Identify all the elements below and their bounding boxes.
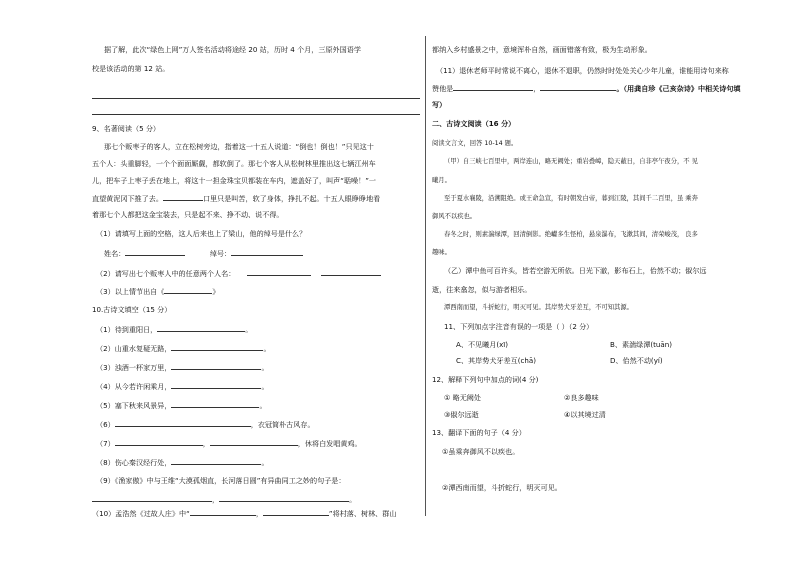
- q10-blank[interactable]: [115, 419, 251, 427]
- q10-item-9: （9）《渔家傲》中与王维“大漠孤烟直，长河落日圆”有异曲同工之妙的句子是：: [96, 476, 346, 485]
- q9-passage-text: 直望黄泥冈下推了去。: [92, 194, 163, 203]
- q10-blank[interactable]: [540, 83, 616, 91]
- passage-b-line: 潭西南而望，斗折蛇行，明灭可见。其岸势犬牙差互，不可知其源。: [444, 304, 633, 311]
- q10-item-4: （4）从今若许闲乘月，: [96, 382, 172, 391]
- q9-blank[interactable]: [163, 193, 203, 201]
- q10-item-6: （6）: [96, 420, 115, 429]
- q13-item-1: ①虽乘奔御风不以疾也。: [442, 447, 520, 456]
- q10-blank[interactable]: [171, 362, 261, 370]
- q10-item-7-end: ，休将白发唱黄鸡。: [297, 439, 362, 448]
- passage-b-line: 逝，往来翕忽，似与游者相乐。: [432, 285, 532, 294]
- q9-passage-text: 口里只是叫苦，软了身体，挣扎不起。十五人眼睁睁地看: [202, 194, 381, 203]
- q10-item-10: （10）孟浩然《过故人庄》中“: [92, 509, 190, 518]
- q11-option-d[interactable]: D、佁然不动(yí): [610, 356, 663, 365]
- q11-option-a[interactable]: A、不见曦月(xī): [456, 340, 509, 349]
- q9-title: 9、名著阅读（5 分）: [92, 124, 161, 133]
- passage-a-line: 御风不以疾也。: [432, 213, 477, 220]
- q10-title: 10.古诗文填空（15 分）: [92, 305, 172, 314]
- q10-item-11-instruction-end: 写）: [432, 100, 447, 109]
- q10-item-7: （7）: [96, 439, 115, 448]
- q10-item-11: （11）退休老师平时常说不离心，退休不退职，仍然时时处处关心少年儿童，谁能用诗句来称: [436, 66, 729, 75]
- q10-continuation: 都纳入乡村盛景之中，意境浑朴自然，画面错落有致，极为生动形象。: [432, 45, 652, 54]
- q10-item-1: （1）待到重阳日，: [96, 325, 158, 334]
- passage-a-line: 趣味。: [432, 249, 451, 256]
- section-2-title: 二、古诗文阅读（16 分）: [432, 119, 516, 128]
- passage-a-line: （甲）自三峡七百里中，两岸连山，略无阙处；重岩叠嶂，隐天蔽日，自非亭午夜分，不 见: [444, 158, 698, 165]
- name-blank-1[interactable]: [247, 268, 311, 276]
- intro-line-2: 校是该活动的第 12 站。: [92, 64, 170, 73]
- name-label: 姓名：: [104, 249, 126, 258]
- q10-item-6-end: ，衣冠简朴古风存。: [250, 420, 315, 429]
- answer-line[interactable]: [92, 98, 420, 99]
- q9-passage-line: 着那七个人都把这金宝装去，只是起不来、挣不动、说不得。: [92, 210, 284, 219]
- q12-item-3: ③俶尔远逝: [444, 410, 479, 419]
- q10-item-5: （5）塞下秋来风景异，: [96, 401, 172, 410]
- q10-comma: ，: [255, 509, 263, 518]
- q9-sub-3: （3）以上情节出自《: [96, 287, 165, 296]
- q10-blank[interactable]: [115, 438, 203, 446]
- name-blank-2[interactable]: [321, 268, 381, 276]
- column-divider: [425, 36, 426, 516]
- passage-b-line: （乙）潭中鱼可百许头，皆若空游无所依。日光下澈，影布石上，佁然不动；俶尔远: [444, 266, 707, 275]
- q10-item-3: （3）浊酒一杯家万里，: [96, 363, 172, 372]
- nickname-label: 绰号：: [209, 249, 232, 258]
- q10-blank[interactable]: [92, 494, 212, 502]
- q10-blank[interactable]: [171, 457, 261, 465]
- q10-blank[interactable]: [171, 400, 259, 408]
- passage-a-line: 春冬之时，则素湍绿潭，回清倒影。绝巘多生怪柏，悬泉瀑布，飞漱其间，清荣峻茂， 良多: [444, 231, 698, 238]
- q12-item-1: ① 略无阙处: [444, 393, 481, 402]
- q11-option-b[interactable]: B、素湍绿潭(tuān): [610, 340, 672, 349]
- q10-item-11-instruction: 。（用龚自珍《己亥杂诗》中相关诗句填: [616, 84, 741, 93]
- q10-blank[interactable]: [219, 494, 349, 502]
- q11-option-c[interactable]: C、其岸势犬牙差互(chā): [456, 356, 536, 365]
- q10-blank[interactable]: [210, 438, 298, 446]
- reading-intro: 阅读文言文，回答 10-14 题。: [432, 140, 518, 147]
- q10-comma: ，: [533, 84, 541, 93]
- q12-item-4: ④以其境过清: [564, 410, 606, 419]
- q13-title: 13、翻译下面的句子（4 分）: [432, 428, 526, 437]
- q10-blank[interactable]: [453, 83, 533, 91]
- q11-title: 11、下列加点字注音有误的一项是（ ）（2 分）: [444, 322, 594, 331]
- q13-item-2: ②潭西南而望，斗折蛇行，明灭可见。: [442, 483, 562, 492]
- q10-blank[interactable]: [190, 508, 256, 516]
- intro-line-1: 据了解，此次“绿色上网”万人签名活动将途经 20 站，历时 4 个月，三原外国语学: [104, 45, 361, 54]
- q10-blank[interactable]: [263, 508, 329, 516]
- passage-a-line: 曦月。: [432, 177, 451, 184]
- q9-passage-line: 五个人：头重脚轻，一个个面面厮觑，都软倒了。那七个客人从松树林里推出这七辆江州车: [92, 159, 376, 168]
- q9-sub-3-end: 》: [212, 287, 220, 296]
- q10-blank[interactable]: [171, 343, 263, 351]
- q10-item-2: （2）山重水复疑无路，: [96, 344, 172, 353]
- q12-item-2: ②良多趣味: [564, 393, 599, 402]
- q9-sub-2: （2）请写出七个贩枣人中的任意两个人名：: [96, 269, 236, 278]
- q10-item-10-end: ”将村落、树林、群山: [328, 509, 397, 518]
- passage-a-line: 至于夏水襄陵，沿溯阻绝。或王命急宣，有时朝发白帝，暮到江陵，其间千二百里，虽 乘奔: [444, 195, 698, 202]
- q9-sub-1: （1）请填写上面的空格，这人后来也上了梁山，他的绰号是什么？: [96, 229, 307, 238]
- q10-comma: ，: [202, 439, 210, 448]
- q10-blank[interactable]: [157, 324, 245, 332]
- q10-item-11-text: 赞他是: [432, 84, 454, 93]
- q9-passage-line: 那七个贩枣子的客人，立在松树旁边，指着这一十五人说道：“倒也！倒也！”只见这十: [104, 142, 374, 151]
- q9-passage-line: 儿，把车子上枣子丢在地上，将这十一担金珠宝贝都装在车内，遮盖好了，叫声“聒噪！”一: [92, 176, 377, 185]
- q10-item-8: （8）伤心秦汉经行处，: [96, 458, 172, 467]
- book-blank[interactable]: [164, 286, 212, 294]
- answer-line[interactable]: [92, 114, 420, 115]
- name-blank[interactable]: [125, 248, 185, 256]
- nickname-blank[interactable]: [231, 248, 303, 256]
- q10-blank[interactable]: [171, 381, 261, 389]
- q12-title: 12、解释下列句中加点的词(4 分): [432, 375, 539, 384]
